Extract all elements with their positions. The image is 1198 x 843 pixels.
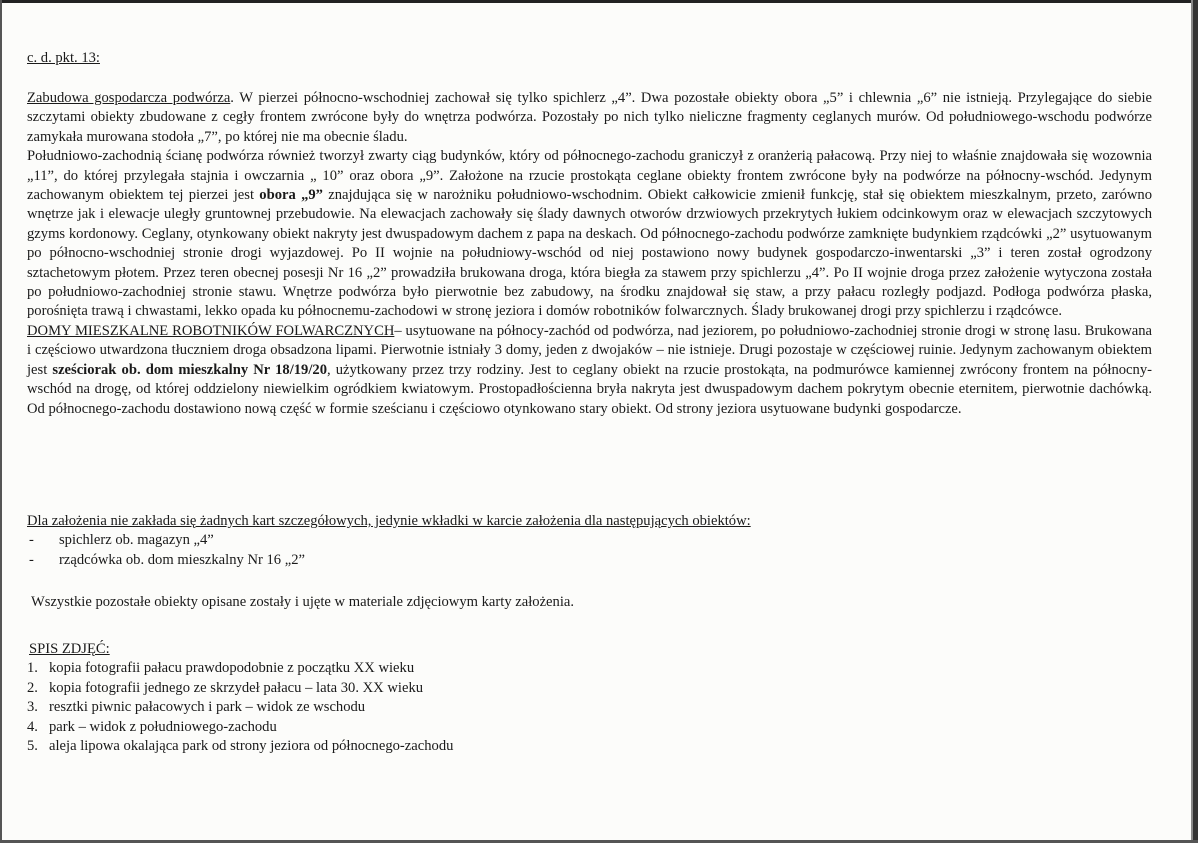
farm-paragraph-2 xyxy=(27,147,1152,322)
photo-list xyxy=(27,640,453,756)
list-number: 5. xyxy=(27,738,38,755)
scan-edge-left xyxy=(0,0,2,843)
list-item xyxy=(27,737,453,756)
houses-heading: DOMY MIESZKALNE ROBOTNIKÓW FOLWARCZNYCH xyxy=(27,322,395,339)
farm-paragraph-1 xyxy=(27,89,1152,147)
scan-edge-top xyxy=(0,0,1198,3)
list-item xyxy=(27,551,1152,570)
houses-bold: sześciorak ob. dom mieszkalny Nr 18/19/20 xyxy=(52,361,327,378)
list-item xyxy=(27,718,453,737)
list-number: 2. xyxy=(27,679,38,696)
farm-p2-text-b: znajdująca się w narożniku południowo-wschodnim. Obiekt całkowicie zmienił funkcję, stał się obiektem mieszkalnym, przeto, zarówno wnętrze jak i elewacje uległy gruntownej przebudowie. Na elewacjach zachowały się ślady dawnych otworów drzwiowych przekrytych łukiem odcinkowym oraz w elewacjach szczytowych gzyms kordonowy. Ceglany, otynkowany obiekt nakryty jest dwuspadowym dachem z papa na deskach. Od północnego-zachodu podwórze zamknięte budynkiem rządcówki „2” usytuowanym po północno-wschodniej stronie drogi wyjazdowej. Po II wojnie na południowy-wschód od niej postawiono nowy budynek gospodarczo-inwentarski „3” i teren został ogrodzony sztachetowym płotem. Przez teren obecnej posesji Nr 16 „2” prowadziła brukowana droga, która biegła za stawem przy spichlerzu „4”. Po II wojnie droga przez założenie wytyczona została po południowo-zachodniej stronie stawu. Wnętrze podwórza było pierwotnie bez zabudowy, na środku znajdował się staw, a przy pałacu rozległy podjazd. Podłoga podwórza płaska, porośnięta trawą i chwastami, lekko opada ku północnemu-zachodowi w stronę jeziora i domów robotników folwarcznych. Ślady brukowanej drogi przy spichlerzu i rządcówce. xyxy=(27,187,1153,320)
list-number: 4. xyxy=(27,718,38,735)
farm-p1-text: . W pierzei północno-wschodniej zachował się tylko spichlerz „4”. Dwa pozostałe obiekty obora „5” i chlewnia „6” nie istnieją. Przylegające do siebie szczytami obiekty zbudowane z cegły frontem zwrócone były do wnętrza podwórza. Pozostały po nich tylko nieliczne fragmenty ceglanych murów. Od południowego-wschodu podwórze zamykała murowana stodoła „7”, po której nie ma obecnie śladu. xyxy=(27,90,1152,145)
section-reference: c. d. pkt. 13: xyxy=(27,50,100,66)
list-item xyxy=(27,679,453,698)
farm-p2-text-a: Południowo-zachodnią ścianę podwórza również tworzył zwarty ciąg budynków, który od północnego-zachodu graniczył z oranżerią pałacową. Przy niej to właśnie znajdowała się wozownia „11”, do której przylegała stajnia i owczarnia „ 10” oraz obora „9”. Założone na rzucie prostokąta ceglane obiekty frontem zwrócone były na podwórze na północny-wschód. Jedynym zachowanym obiektem tej pierzei jest xyxy=(27,148,1152,204)
list-item-text: resztki piwnic pałacowych i park – widok ze wschodu xyxy=(49,699,366,716)
cards-heading: Dla założenia nie zakłada się żadnych kart szczegółowych, jedynie wkładki w karcie założenia dla następujących obiektów: xyxy=(27,513,751,529)
scan-edge-right xyxy=(1193,0,1198,843)
list-item xyxy=(27,659,453,678)
body-text xyxy=(27,89,1152,419)
houses-text-a: – usytuowane na północy-zachód od podwórza, nad jeziorem, po południowo-zachodniej stronie drogi w stronę lasu. Brukowana i częściowo utwardzona tłuczniem droga obsadzona lipami. Pierwotnie istniały 3 domy, jeden z dwojaków – nie istnieje. Drugi pozostaje w częściowej ruinie. Jedynym zachowanym obiektem jest xyxy=(27,322,1152,378)
farm-heading: Zabudowa gospodarcza podwórza xyxy=(27,90,231,106)
list-item xyxy=(27,531,1152,550)
list-item-text: rządcówka ob. dom mieszkalny Nr 16 „2” xyxy=(59,551,305,568)
list-item xyxy=(27,698,453,717)
list-item-text: kopia fotografii jednego ze skrzydeł pałacu – lata 30. XX wieku xyxy=(49,679,424,696)
farm-p2-bold: obora „9” xyxy=(259,187,323,204)
houses-paragraph xyxy=(27,322,1152,419)
list-number: 3. xyxy=(27,699,38,716)
list-number: 1. xyxy=(27,660,38,677)
list-dash: - xyxy=(29,532,34,549)
list-item-text: spichlerz ob. magazyn „4” xyxy=(59,532,214,549)
others-note: Wszystkie pozostałe obiekty opisane zostały i ujęte w materiale zdjęciowym karty założenia. xyxy=(31,594,575,610)
cards-section xyxy=(27,512,1152,570)
list-item-text: kopia fotografii pałacu prawdopodobnie z początku XX wieku xyxy=(49,660,415,677)
photo-list-title: SPIS ZDJĘĆ: xyxy=(29,641,110,657)
list-dash: - xyxy=(29,551,34,568)
list-item-text: aleja lipowa okalająca park od strony jeziora od północnego-zachodu xyxy=(49,738,454,755)
list-item-text: park – widok z południowego-zachodu xyxy=(49,718,277,735)
houses-text-b: , użytkowany przez trzy rodziny. Jest to ceglany obiekt na rzucie prostokąta, na podmurówce kamiennej zwrócony frontem na północny-wschód na drogę, od której oddzielony niewielkim ogródkiem kwiatowym. Prostopadłościenna bryła nakryta jest dwuspadowym dachem pokrytym obecnie eternitem, pierwotnie dachówką. Od północnego-zachodu dostawiono nową część w formie sześcianu i częściowo otynkowano stary obiekt. Od strony jeziora usytuowane budynki gospodarcze. xyxy=(27,361,1152,417)
